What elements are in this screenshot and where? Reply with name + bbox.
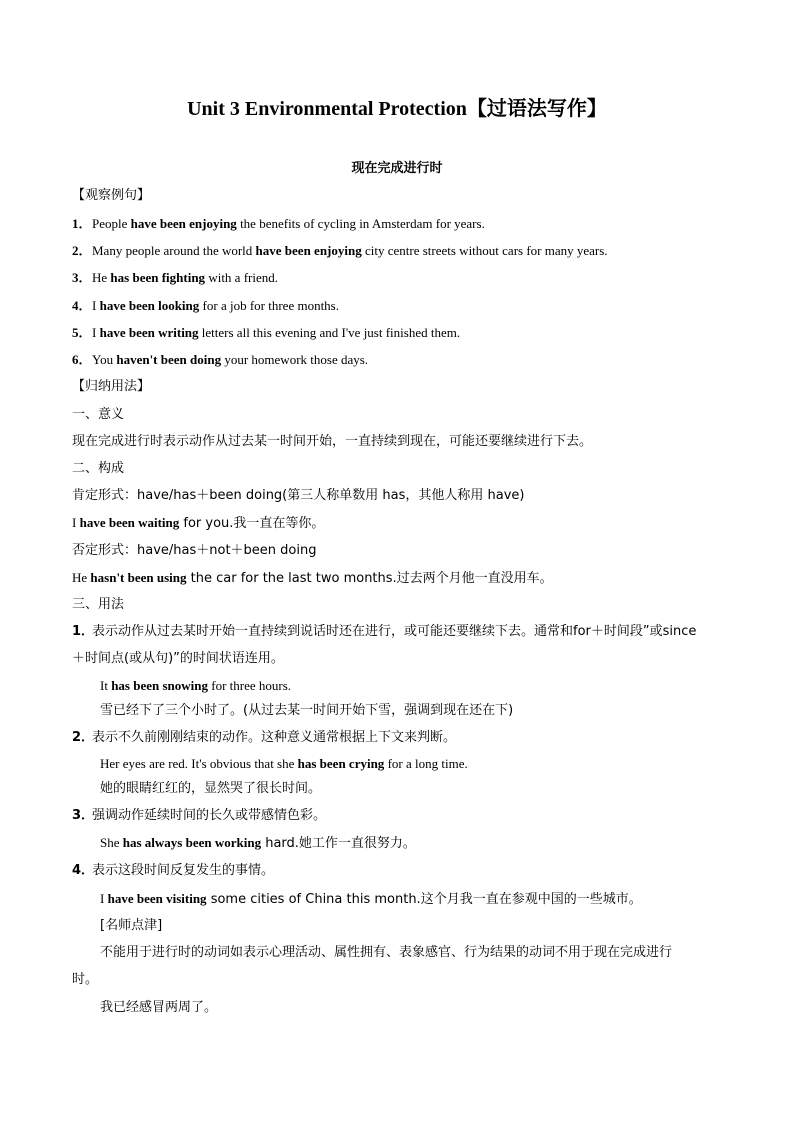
usage-text: 强调动作延续时间的长久或带感情色彩。 xyxy=(92,808,327,823)
sentence-verb: have been visiting xyxy=(107,891,207,906)
sentence-post: with a friend. xyxy=(205,270,278,285)
tip-line-1: 不能用于进行时的动词如表示心理活动、属性拥有、表象感官、行为结果的动词不用于现在完成进行 xyxy=(100,945,673,960)
positive-example xyxy=(72,514,732,533)
example-sentence-1 xyxy=(72,215,732,233)
usage-3 xyxy=(72,807,732,825)
example-sentence-3 xyxy=(72,269,732,287)
sentence-post: your homework those days. xyxy=(221,352,369,367)
meaning-text: 现在完成进行时表示动作从过去某一时间开始，一直持续到现在，可能还要继续进行下去。 xyxy=(72,434,593,449)
tip-heading: [名师点津] xyxy=(100,918,163,933)
sentence-pre: He xyxy=(92,270,111,285)
sentence-post: for you.我一直在等你。 xyxy=(179,516,325,531)
section-subtitle: 现在完成进行时 xyxy=(351,161,443,176)
usage-2-example xyxy=(100,755,760,773)
sentence-verb: have been enjoying xyxy=(255,243,362,258)
negative-example xyxy=(72,569,732,588)
usage-4-example xyxy=(100,890,760,909)
usage-4 xyxy=(72,862,732,880)
item-number: 5． xyxy=(72,325,92,340)
sentence-pre: People xyxy=(92,216,131,231)
sentence-post: for three hours. xyxy=(208,678,292,693)
sentence-pre: I xyxy=(72,515,80,530)
sentence-verb: has been fighting xyxy=(110,270,206,285)
sentence-verb: has always been working xyxy=(122,835,262,850)
example-sentence-2 xyxy=(72,242,732,260)
sentence-verb: haven't been doing xyxy=(116,352,222,367)
tip-line-2: 时。 xyxy=(72,972,99,987)
item-number: 4． xyxy=(72,298,92,313)
sentence-verb: have been writing xyxy=(99,325,199,340)
sentence-post: city centre streets without cars for many years. xyxy=(361,243,608,258)
usage-text: 表示这段时间反复发生的事情。 xyxy=(92,863,275,878)
sentence-pre: I xyxy=(100,891,108,906)
usage-text: 表示不久前刚刚结束的动作。这种意义通常根据上下文来判断。 xyxy=(92,730,457,745)
sentence-pre: You xyxy=(92,352,117,367)
item-number: 1． xyxy=(72,216,92,231)
item-number: 3． xyxy=(72,270,92,285)
sentence-pre: She xyxy=(100,835,123,850)
item-number: 2． xyxy=(72,243,92,258)
sentence-post: for a job for three months. xyxy=(199,298,339,313)
usage-heading: 三、用法 xyxy=(72,597,125,612)
item-number: 1． xyxy=(72,624,95,639)
sentence-post: the benefits of cycling in Amsterdam for years. xyxy=(236,216,485,231)
sentence-post: some cities of China this month.这个月我一直在参观中国的一些城市。 xyxy=(206,892,642,907)
sentence-verb: has been snowing xyxy=(111,678,209,693)
sentence-post: the car for the last two months.过去两个月他一直没用车。 xyxy=(186,571,553,586)
sentence-post: hard.她工作一直很努力。 xyxy=(261,836,416,851)
negative-form: 否定形式：have/has＋not＋been doing xyxy=(72,543,317,558)
meaning-heading: 一、意义 xyxy=(72,407,125,422)
usage-1-example xyxy=(100,677,760,695)
sentence-verb: have been waiting xyxy=(79,515,180,530)
usage-3-example xyxy=(100,834,760,853)
observe-heading: 【观察例句】 xyxy=(72,188,151,203)
sentence-verb: have been enjoying xyxy=(130,216,237,231)
example-sentence-6 xyxy=(72,351,732,369)
item-number: 4． xyxy=(72,863,95,878)
usage-2 xyxy=(72,729,732,747)
sentence-pre: He xyxy=(72,570,91,585)
sentence-pre: I xyxy=(92,298,100,313)
example-sentence-5 xyxy=(72,324,732,342)
sentence-post: letters all this evening and I've just finished them. xyxy=(198,325,461,340)
sentence-pre: It xyxy=(100,678,112,693)
item-number: 3． xyxy=(72,808,95,823)
sentence-pre: I xyxy=(92,325,100,340)
usage-2-translation: 她的眼睛红红的，显然哭了很长时间。 xyxy=(100,781,322,796)
sentence-pre: Her eyes are red. It's obvious that she xyxy=(100,756,298,771)
form-heading: 二、构成 xyxy=(72,461,125,476)
positive-form: 肯定形式：have/has＋been doing(第三人称单数用 has，其他人称用 have) xyxy=(72,488,525,503)
sentence-verb: has been crying xyxy=(297,756,385,771)
page-title: Unit 3 Environmental Protection【过语法写作】 xyxy=(187,98,607,120)
tip-example: 我已经感冒两周了。 xyxy=(100,1000,218,1015)
usage-text: 表示动作从过去某时开始一直持续到说话时还在进行，或可能还要继续下去。通常和for＋时间段”或since xyxy=(92,624,697,639)
sentence-verb: hasn't been using xyxy=(90,570,187,585)
sentence-post: for a long time. xyxy=(384,756,468,771)
example-sentence-4 xyxy=(72,297,732,315)
item-number: 6． xyxy=(72,352,92,367)
usage-1-line-2: ＋时间点(或从句)”的时间状语连用。 xyxy=(72,651,284,666)
usage-1-translation: 雪已经下了三个小时了。(从过去某一时间开始下雪，强调到现在还在下) xyxy=(100,703,514,718)
usage-1-line-1 xyxy=(72,623,732,641)
sentence-verb: have been looking xyxy=(99,298,200,313)
item-number: 2． xyxy=(72,730,95,745)
summary-heading: 【归纳用法】 xyxy=(72,379,151,394)
sentence-pre: Many people around the world xyxy=(92,243,256,258)
